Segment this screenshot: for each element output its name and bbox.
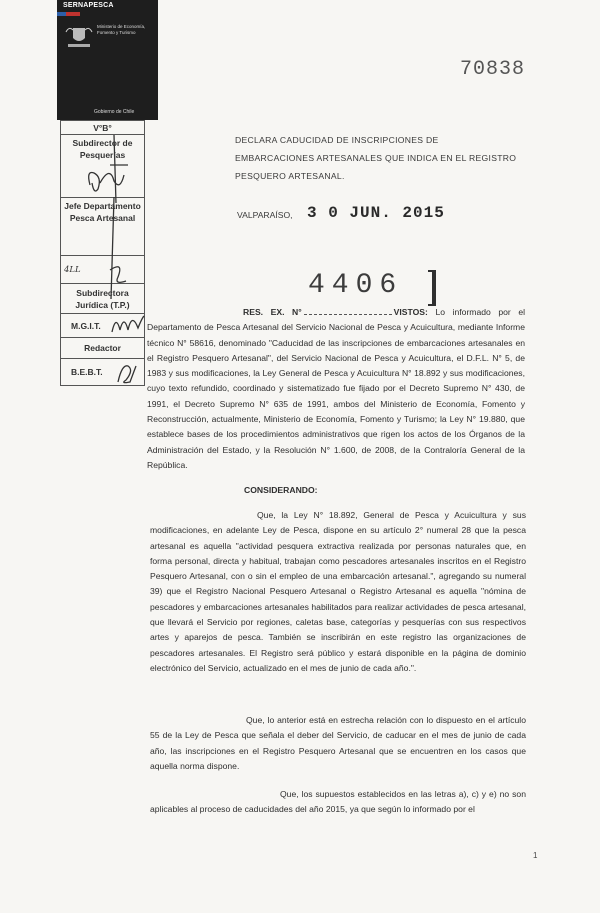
logo-agency-name: SERNAPESCA [63,2,114,9]
vistos-label: VISTOS: [393,307,428,317]
redactor-label: Redactor [84,343,121,353]
resolution-number: 4406 [308,270,404,301]
logo-government: Gobierno de Chile [94,109,135,115]
vistos-text: Lo informado por el Departamento de Pesca Artesanal del Servicio Nacional de Pesca y Acuicultura, mediante Informe técnico N° 58616, denominado "Caducidad de las inscripciones de embarcaciones artesanales en el Registro Pesquero Artesanal", del Servicio Nacional de Pesca y Acuicultura, el D.F.L. N° 5, de 1983 y sus modificaciones, la Ley General de Pesca y Acuicultura N° 18.892 y sus modificaciones, cuyo texto refundido, coordinado y sistematizado fue fijado por el Decreto Supremo N° 430, de 1991, el Decreto Supremo N° 635 de 1991, ambos del Ministerio de Economía, Fomento y Reconstrucción, actualmente, Ministerio de Economía, Fomento y Turismo; la Ley N° 19.880, que establece bases de los procedimientos administrativos que rigen los actos de los Órganos de la Administración del Estado, y la Resolución N° 1.600, de 2008, de la Contraloría General de la República. [147,307,526,470]
jefe-label: Jefe Departamento Pesca Artesanal [64,201,141,223]
paragraph-3-text: Que, los supuestos establecidos en las letras a), c) y e) no son aplicables al proceso de caducidades del año 2015, ya que según lo informado por el [150,789,526,815]
signature-bebt [112,360,140,386]
subdirector-label: Subdirector de Pesquerías [72,138,133,160]
logo-ministry: Ministerio de Economía, Fomento y Turismo [97,24,146,35]
logo-stripe-blue [57,12,66,16]
sernapesca-logo [57,0,158,120]
redactor-cell [61,338,145,359]
signature-mgit [108,310,146,338]
res-label: RES. EX. N° [243,307,302,317]
logo-stripe-red [66,12,80,16]
paragraph-2 [150,713,526,774]
document-title: DECLARA CADUCIDAD DE INSCRIPCIONES DE EMBARCACIONES ARTESANALES QUE INDICA EN EL REGISTRO PESQUERO ARTESANAL. [235,135,517,181]
bebt-label: B.E.B.T. [71,367,103,377]
handwritten-code: 4LL [64,264,81,275]
signature-subdirector [80,122,140,205]
paragraph-3 [150,787,526,818]
date-stamp: 3 0 JUN. 2015 [307,204,445,222]
vistos-paragraph [147,305,525,473]
place: VALPARAÍSO, [237,210,293,220]
resolution-bracket [428,270,436,306]
document-number: 70838 [460,58,526,81]
subdirectora-label: Subdirectora Jurídica (T.P.) [75,287,130,310]
signature-jefe [96,195,136,300]
page-number: 1 [533,851,538,860]
coat-of-arms-icon [63,22,95,50]
vobo-label: V°B° [93,122,112,133]
paragraph-1-text: Que, la Ley N° 18.892, General de Pesca y Acuicultura y sus modificaciones, en adelante Ley de Pesca, dispone en su artículo 2° numeral 28 que la pesca artesanal es aquella "actividad pesquera extractiva realizada por personas naturales que, en forma personal, directa y habitual, trabajan como pescadores artesanales inscritos en el Registro Pesquero Artesanal, con o sin el empleo de una embarcación artesanal.", agregando su numeral 39) que el Registro Nacional Pesquero Artesanal o Registro Artesanal es aquella "nómina de pescadores y embarcaciones artesanales habilitados para realizar actividades de pesca artesanal, que llevará el Servicio por regiones, caletas base, categorías y pesquerías con sus respectivos artes y aparejos de pesca. También se inscribirán en este registro las organizaciones de pescadores artesanales. El Registro será público y estará disponible en la página de dominio electrónico del Servicio, actualizado en el mes de junio de cada año.". [150,510,526,673]
mgit-label: M.G.I.T. [71,320,101,331]
paragraph-2-text: Que, lo anterior está en estrecha relación con lo dispuesto en el artículo 55 de la Ley de Pesca que señala el deber del Servicio, de caducar en el mes de junio de cada año, las inscripciones en el Registro Pesquero Artesanal que se encuentren en los casos que aquella norma dispone. [150,715,526,771]
paragraph-1 [150,508,526,676]
res-number-line [304,306,392,315]
considerando-heading: CONSIDERANDO: [244,485,318,495]
